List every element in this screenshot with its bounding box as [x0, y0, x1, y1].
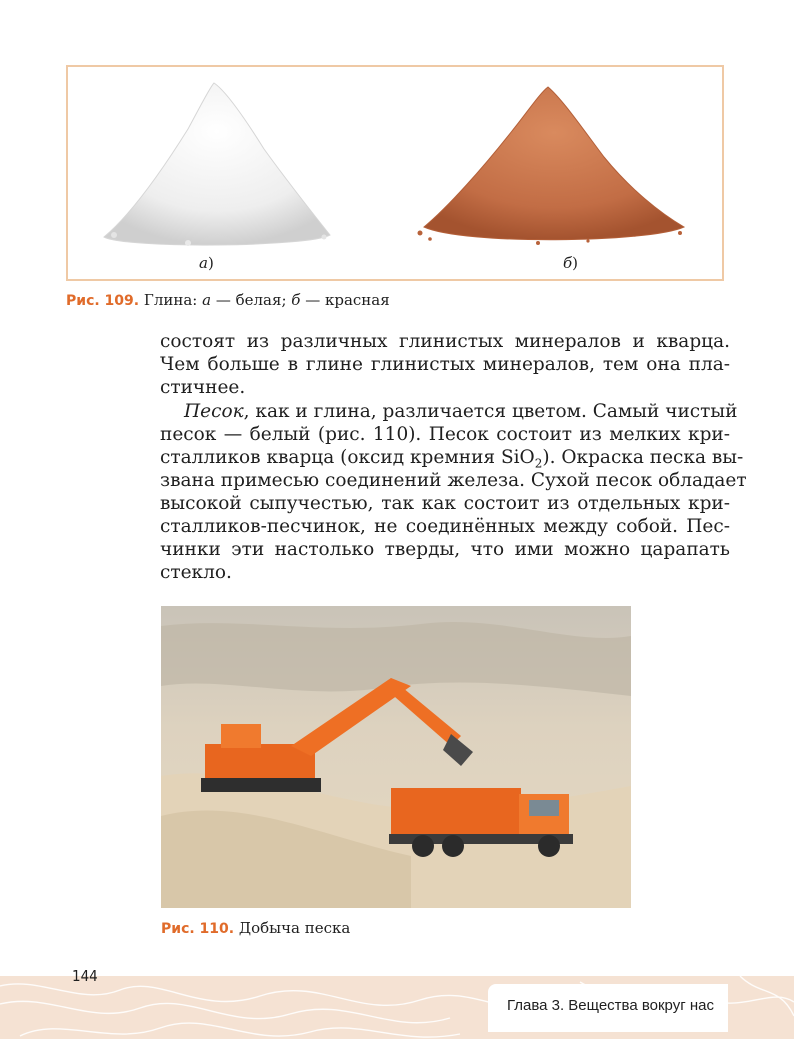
figure-110-number: Рис. 110.	[161, 921, 235, 937]
figure-109-number: Рис. 109.	[66, 293, 140, 309]
sand-quarry-illustration	[161, 606, 631, 908]
paragraph-sand: Песок, как и глина, различается цветом. Самый чистый песок — белый (рис. 110). Песок состоит из мелких кри- сталликов кварца (оксид кремния SiO$_2$). Окраска песка вы- звана примесью соединений железа. Сухой песок обладает высокой сыпучестью, так как состоит из отдельных кри- сталликов-песчинок, не соединённых между собой. Пес- чинки эти настолько тверды, что ими можно царапать стекло.	[160, 401, 747, 583]
chapter-title: Глава 3. Вещества вокруг нас	[506, 997, 714, 1014]
figure-110-photo	[161, 606, 631, 908]
page-number: 144	[72, 967, 98, 985]
figure-109-frame	[66, 65, 724, 281]
figure-109-label-a: а)	[199, 254, 214, 272]
figure-110-caption: Рис. 110. Добыча песка	[161, 919, 351, 937]
figure-109-caption: Рис. 109. Глина: а — белая; б — красная	[66, 291, 390, 309]
red-clay-pile	[418, 87, 685, 245]
white-clay-pile	[104, 83, 330, 246]
clay-piles-illustration	[68, 67, 722, 279]
paragraph-clay-continuation: состоят из различных глинистых минералов и кварца. Чем больше в глине глинистых минералов, тем она пла- стичнее.	[160, 331, 730, 398]
term-sand: Песок	[184, 401, 244, 422]
figure-109-label-b: б)	[563, 254, 579, 272]
